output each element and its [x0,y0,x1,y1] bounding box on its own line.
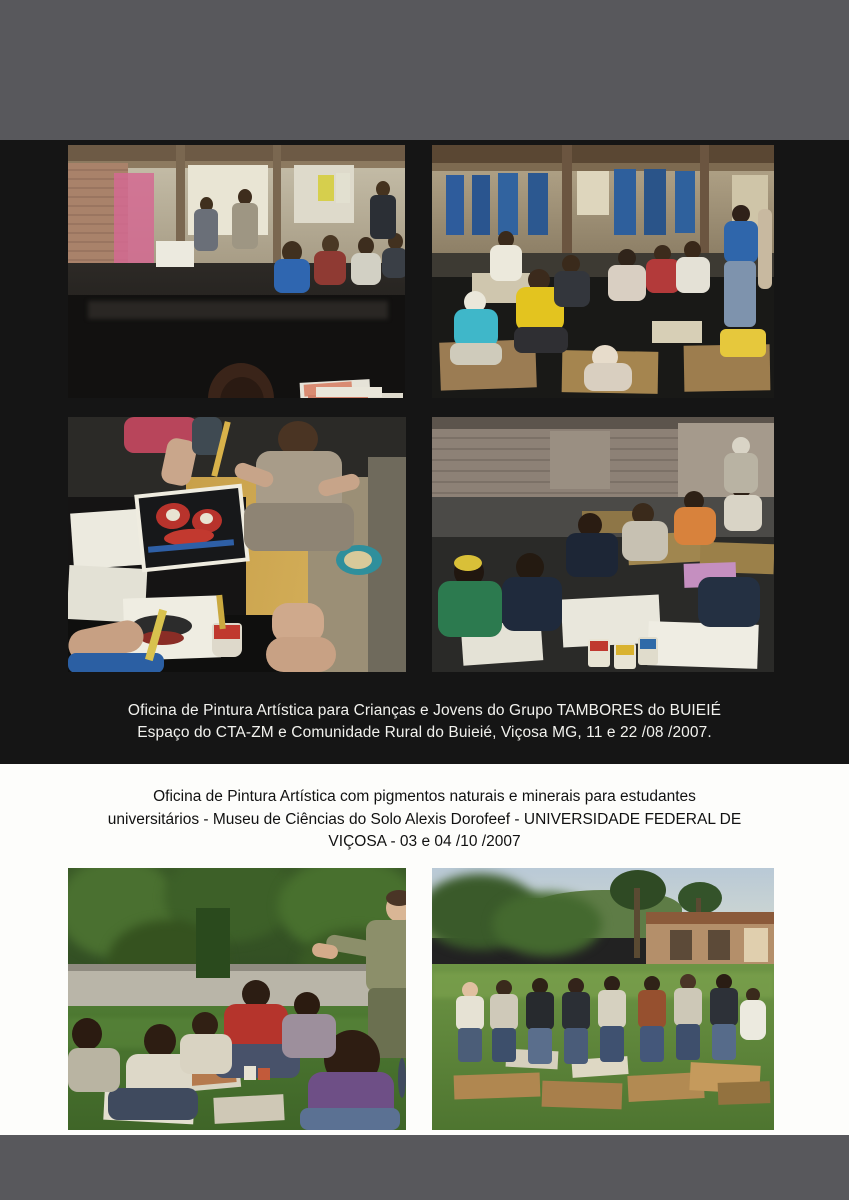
bottom-margin-band [0,1135,849,1200]
caption-light-line-2: universitários - Museu de Ciências do Solo Alexis Dorofeef - UNIVERSIDADE FEDERAL DE [107,810,742,828]
photo-workshop-indoor-girl-foreground [68,145,405,398]
caption-light-line-3: VIÇOSA - 03 e 04 /10 /2007 [328,833,521,850]
photo-university-students-circle [68,868,406,1130]
photo-university-students-lawn [432,868,774,1130]
caption-light-block [0,786,849,854]
top-margin-band [0,0,849,140]
caption-light-line-1: Oficina de Pintura Artística com pigmentos naturais e minerais para estudantes [153,788,696,805]
photo-workshop-indoor-group-painting [432,145,774,398]
photo-workshop-outdoor-shed [432,417,774,672]
caption-dark-line-1: Oficina de Pintura Artística para Crianças e Jovens do Grupo TAMBORES do BUIEIÉ [127,702,722,719]
photo-workshop-painting-detail [68,417,406,672]
caption-dark-line-2: Espaço do CTA-ZM e Comunidade Rural do Buieié, Viçosa MG, 11 e 22 /08 /2007. [137,724,712,741]
caption-dark-block [0,700,849,744]
